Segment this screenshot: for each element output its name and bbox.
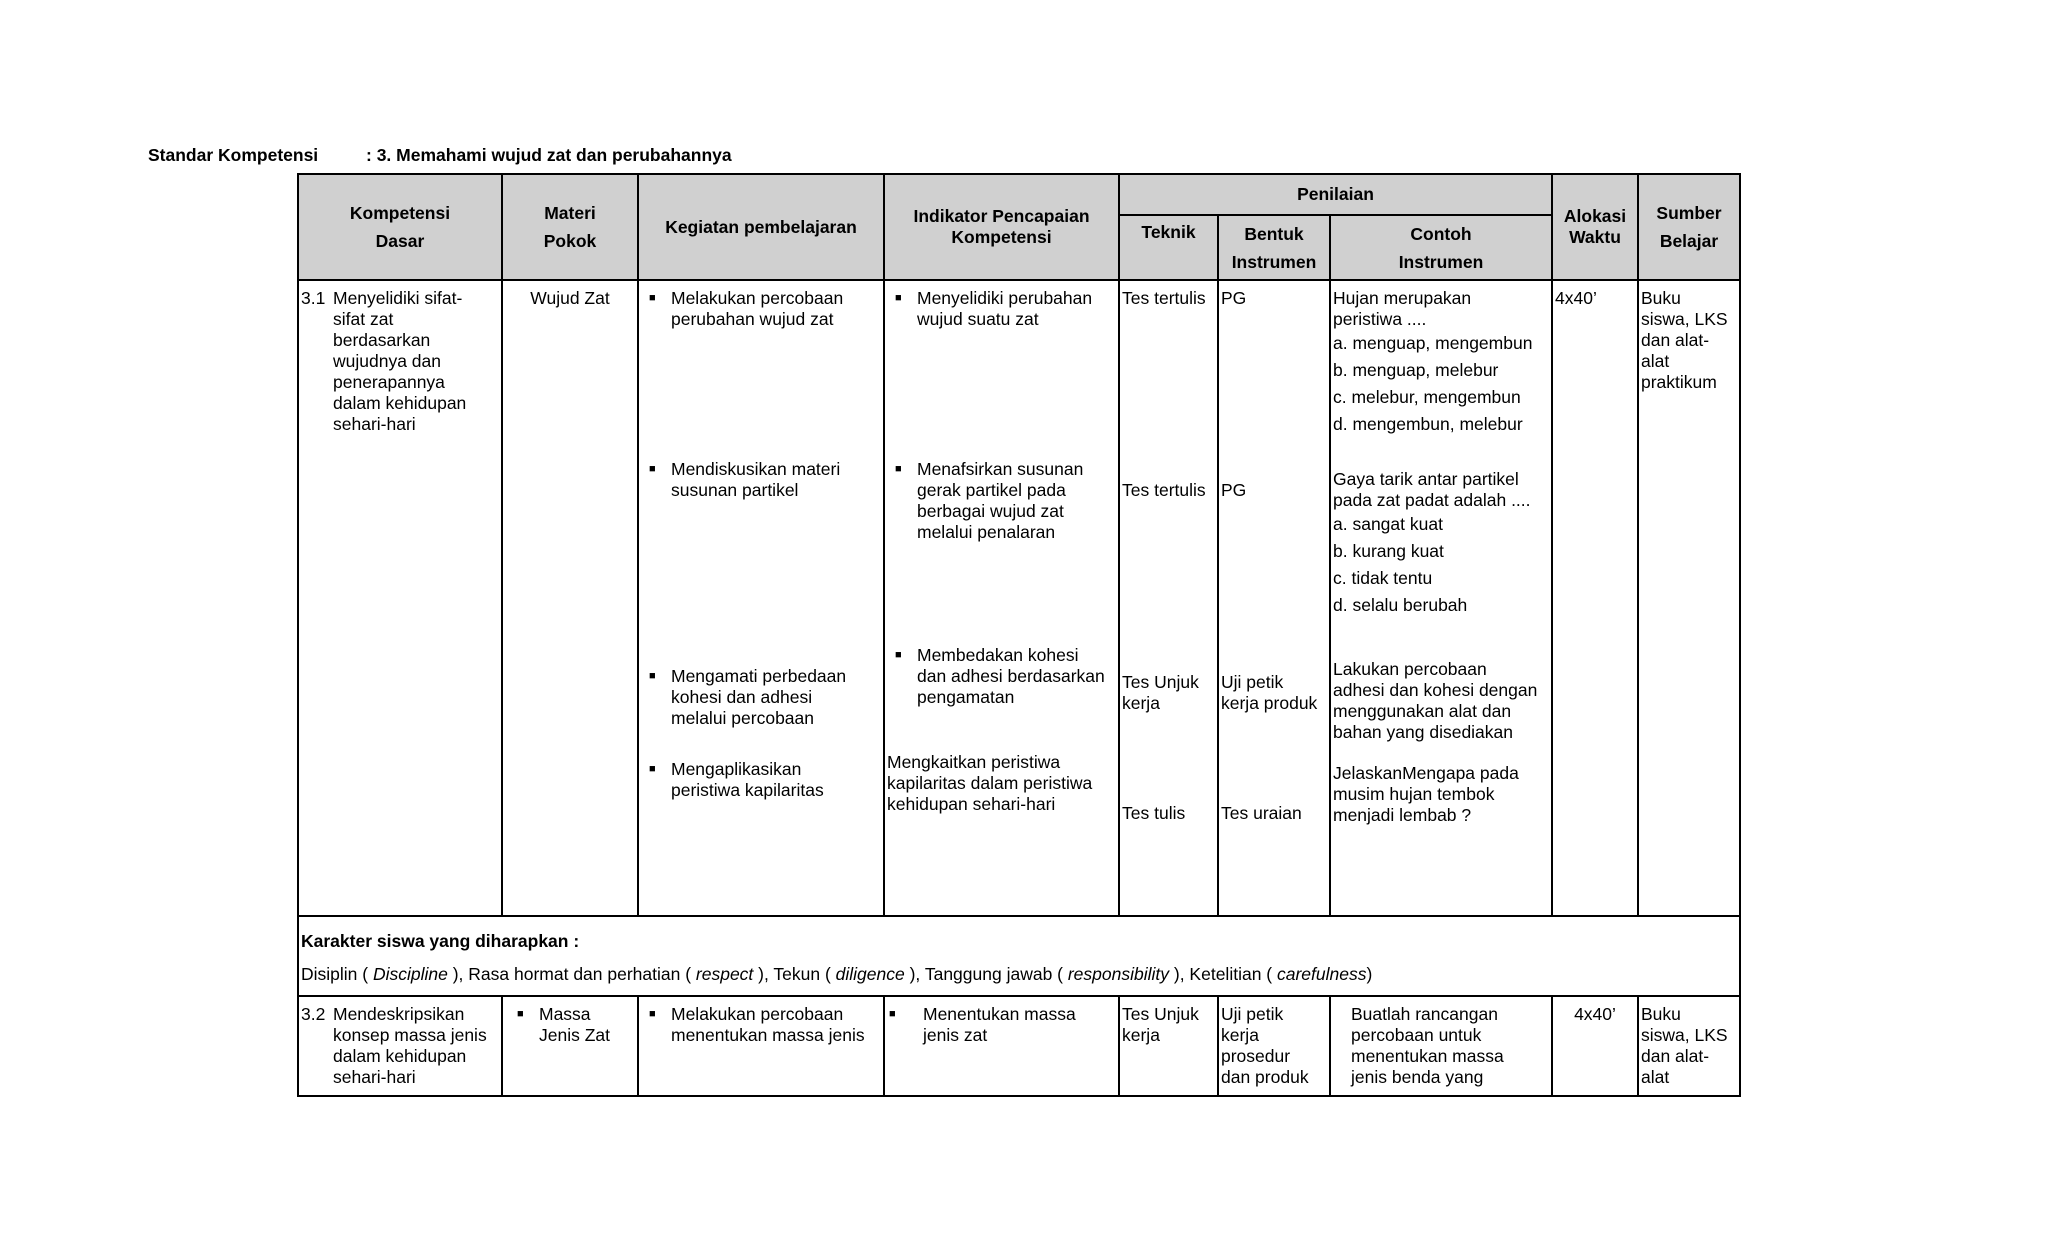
silabus-table — [297, 173, 1741, 1097]
bentuk-cell: Uji petik kerja prosedur dan produk — [1218, 996, 1330, 1096]
header-penilaian: Penilaian — [1119, 174, 1552, 215]
standar-label: Standar Kompetensi — [148, 145, 319, 165]
header-materi-pokok: Materi Pokok — [502, 174, 638, 280]
list-item: ■ Menyelidiki perubahan wujud suatu zat — [895, 288, 1093, 329]
sumber-cell: Buku siswa, LKS dan alat- alat — [1638, 996, 1740, 1096]
header-alokasi: Alokasi Waktu — [1552, 174, 1638, 280]
alokasi-cell: 4x40’ — [1552, 996, 1638, 1096]
list-item: ■ Membedakan kohesi dan adhesi berdasarkan pengamatan — [895, 645, 1105, 707]
list-item: ■ Melakukan percobaan perubahan wujud zat — [649, 288, 844, 329]
list-item: Mengkaitkan peristiwa kapilaritas dalam peristiwa kehidupan sehari-hari — [887, 752, 1093, 814]
sumber-cell: Buku siswa, LKS dan alat- alat praktikum — [1638, 280, 1740, 916]
standar-value: : 3. Memahami wujud zat dan perubahannya — [366, 145, 732, 165]
kegiatan-cell: ■ Melakukan percobaan menentukan massa jenis — [638, 996, 884, 1096]
table-row — [298, 996, 1740, 1096]
table-row — [298, 280, 1740, 916]
header-teknik: Teknik — [1119, 215, 1218, 280]
header-bentuk: Bentuk Instrumen — [1218, 215, 1330, 280]
karakter-cell — [298, 916, 1740, 996]
header-indikator: Indikator Pencapaian Kompetensi — [884, 174, 1119, 280]
list-item: ■ Menafsirkan susunan gerak partikel pada berbagai wujud zat melalui penalaran — [895, 459, 1084, 542]
kd-cell: 3.2 Mendeskripsikan konsep massa jenis dalam kehidupan sehari-hari — [298, 996, 502, 1096]
contoh-cell: Buatlah rancangan percobaan untuk menentukan massa jenis benda yang — [1330, 996, 1552, 1096]
list-item: ■ Mengaplikasikan peristiwa kapilaritas — [649, 759, 824, 800]
kd-cell: 3.1 Menyelidiki sifat- sifat zat berdasarkan wujudnya dan penerapannya dalam kehidupan sehari-hari — [298, 280, 502, 916]
kegiatan-cell — [638, 280, 884, 916]
indikator-cell — [884, 280, 1119, 916]
header-sumber: Sumber Belajar — [1638, 174, 1740, 280]
teknik-cell: Tes tertulis Tes tertulis Tes Unjuk kerja Tes tulis — [1119, 280, 1218, 916]
teknik-cell: Tes Unjuk kerja — [1119, 996, 1218, 1096]
header-kompetensi-dasar: Kompetensi Dasar — [298, 174, 502, 280]
karakter-title: Karakter siswa yang diharapkan : — [301, 931, 580, 951]
bentuk-cell: PG PG Uji petik kerja produk Tes uraian — [1218, 280, 1330, 916]
karakter-text: Disiplin ( Discipline ), Rasa hormat dan perhatian ( respect ), Tekun ( diligence ), Tanggung jawab ( responsibility ), Ketelitian ( carefulness) — [301, 964, 1373, 984]
contoh-cell: Hujan merupakan peristiwa .... a. menguap, mengembun b. menguap, melebur c. melebur, mengembun d. mengembun, melebur Gaya tarik antar partikel pada zat padat adalah .... a. sangat kuat b. kurang kuat c. tidak tentu d. selalu berubah Lakukan percobaan adhesi dan kohesi dengan menggunakan alat dan bahan yang disediakan JelaskanMengapa pada musim hujan tembok menjadi lembab ? — [1330, 280, 1552, 916]
header-kegiatan: Kegiatan pembelajaran — [638, 174, 884, 280]
materi-cell: Wujud Zat — [502, 280, 638, 916]
materi-cell: ■ Massa Jenis Zat — [502, 996, 638, 1096]
alokasi-cell: 4x40’ — [1552, 280, 1638, 916]
list-item: ■ Mendiskusikan materi susunan partikel — [649, 459, 841, 500]
karakter-row — [298, 916, 1740, 996]
list-item: ■ Mengamati perbedaan kohesi dan adhesi melalui percobaan — [649, 666, 847, 728]
indikator-cell: ■ Menentukan massa jenis zat — [884, 996, 1119, 1096]
standar-kompetensi — [148, 145, 732, 166]
header-row-1 — [298, 174, 1740, 215]
header-contoh: Contoh Instrumen — [1330, 215, 1552, 280]
